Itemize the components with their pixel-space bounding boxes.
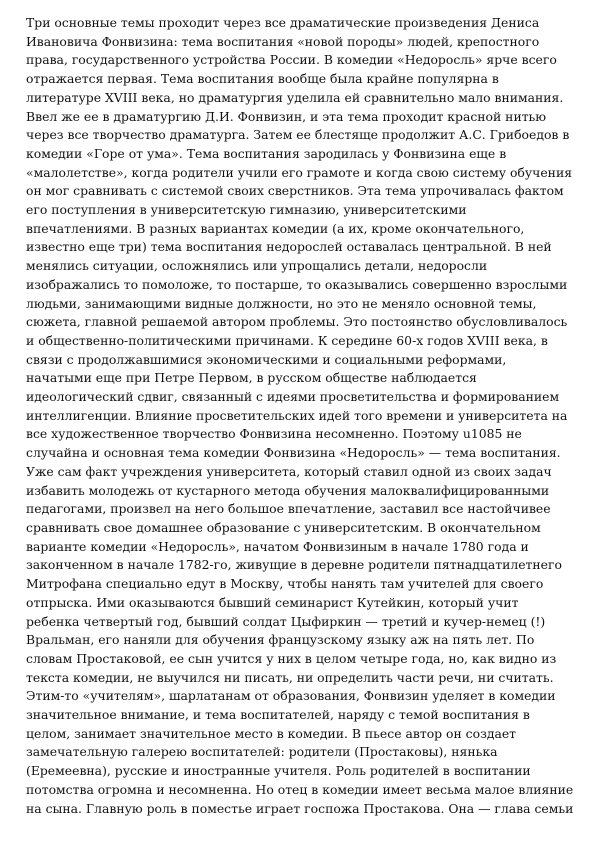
text-line: (Еремеевна), русские и иностранные учителя. Роль родителей в воспитании bbox=[26, 763, 531, 779]
text-line: сравнивать свое домашнее образование с университетским. В окончательном bbox=[26, 519, 541, 535]
text-line: его поступления в университетскую гимназию, университетскими bbox=[26, 202, 467, 218]
text-line: потомства огромна и несомненна. Но отец в комедии имеет весьма малое влияние bbox=[26, 781, 574, 797]
text-line: целом, занимает значительное место в комедии. В пьесе автор он создает bbox=[26, 725, 517, 741]
text-line: ребенка четвертый год, бывший солдат Цыфиркин — третий и кучер-немец (!) bbox=[26, 613, 546, 629]
text-line: права, государственного устройства России. В комедии «Недоросль» ярче всего bbox=[26, 52, 557, 68]
text-line: педагогами, произвел на него большое впечатление, заставил все настойчивее bbox=[26, 501, 551, 517]
text-line: литературе XVIII века, но драматургия уделила ей сравнительно мало внимания. bbox=[26, 89, 564, 105]
text-line: идеологический сдвиг, связанный с идеями просветительства и формированием bbox=[26, 389, 560, 405]
text-line: замечательную галерею воспитателей: родители (Простаковы), нянька bbox=[26, 744, 498, 760]
text-line: менялись ситуации, осложнялись или упрощались детали, недоросли bbox=[26, 258, 488, 274]
text-line: начатыми еще при Петре Первом, в русском обществе наблюдается bbox=[26, 370, 477, 386]
text-line: сюжета, главной решаемой автором проблемы. Это постоянство обусловливалось bbox=[26, 314, 568, 330]
text-line: Митрофана специально едут в Москву, чтобы нанять там учителей для своего bbox=[26, 576, 544, 592]
text-line: все художественное творчество Фонвизина несомненно. Поэтому u1085 не bbox=[26, 426, 522, 442]
text-line: и общественно-политическими причинами. К середине 60-х годов XVIII века, в bbox=[26, 332, 548, 348]
text-line: словам Простаковой, ее сын учится у них в целом четыре года, но, как видно из bbox=[26, 650, 557, 666]
text-line: случайна и основная тема комедии Фонвизина «Недоросль» — тема воспитания. bbox=[26, 445, 561, 461]
text-line: изображались то помоложе, то постарше, то оказывались совершенно взрослыми bbox=[26, 276, 568, 292]
text-line: связи с продолжавшимися экономическими и социальными реформами, bbox=[26, 351, 507, 367]
text-line: законченном в начале 1782-го, живущие в деревне родители пятнадцатилетнего bbox=[26, 557, 562, 573]
text-line: «малолетстве», когда родители учили его грамоте и когда свою систему обучения bbox=[26, 164, 573, 180]
text-line: через все творчество драматурга. Затем ее блестяще продолжит А.С. Грибоедов в bbox=[26, 127, 570, 143]
text-line: Три основные темы проходит через все драматические произведения Дениса bbox=[26, 15, 540, 30]
text-line: на сына. Главную роль в поместье играет госпожа Простакова. Она — глава семьи bbox=[26, 800, 574, 816]
text-line: отпрыска. Ими оказываются бывший семинарист Кутейкин, который учит bbox=[26, 594, 519, 610]
text-line: комедии «Горе от ума». Тема воспитания зародилась у Фонвизина еще в bbox=[26, 145, 507, 161]
text-line: впечатлениями. В разных вариантах комедии (а их, кроме окончательного, bbox=[26, 220, 525, 236]
text-line: значительное внимание, и тема воспитателей, наряду с темой воспитания в bbox=[26, 707, 530, 723]
text-line: интеллигенции. Влияние просветительских идей того времени и университета на bbox=[26, 407, 568, 423]
text-line: Ивановича Фонвизина: тема воспитания «новой породы» людей, крепостного bbox=[26, 33, 540, 49]
text-line: Уже сам факт учреждения университета, который ставил одной из своих задач bbox=[26, 463, 552, 479]
text-line: Вральман, его наняли для обучения французскому языку аж на пять лет. По bbox=[26, 632, 535, 648]
text-line: известно еще три) тема воспитания недорослей оставалась центральной. В ней bbox=[26, 239, 552, 255]
text-line: варианте комедии «Недоросль», начатом Фонвизиным в начале 1780 года и bbox=[26, 538, 529, 554]
text-line: текста комедии, не выучился ни писать, ни определить части речи, ни считать. bbox=[26, 669, 554, 685]
body-text bbox=[26, 14, 578, 818]
text-line: Ввел же ее в драматургию Д.И. Фонвизин, и эта тема проходит красной нитью bbox=[26, 108, 547, 124]
text-line: избавить молодежь от кустарного метода обучения малоквалифицированными bbox=[26, 482, 550, 498]
text-line: Этим-то «учителям», шарлатанам от образования, Фонвизин уделяет в комедии bbox=[26, 688, 556, 704]
text-line: он мог сравнивать с системой своих сверстников. Эта тема упрочивалась фактом bbox=[26, 183, 564, 199]
text-line: отражается первая. Тема воспитания вообще была крайне популярна в bbox=[26, 71, 499, 87]
text-line: людьми, занимающими видные должности, но это не меняло основной темы, bbox=[26, 295, 537, 311]
